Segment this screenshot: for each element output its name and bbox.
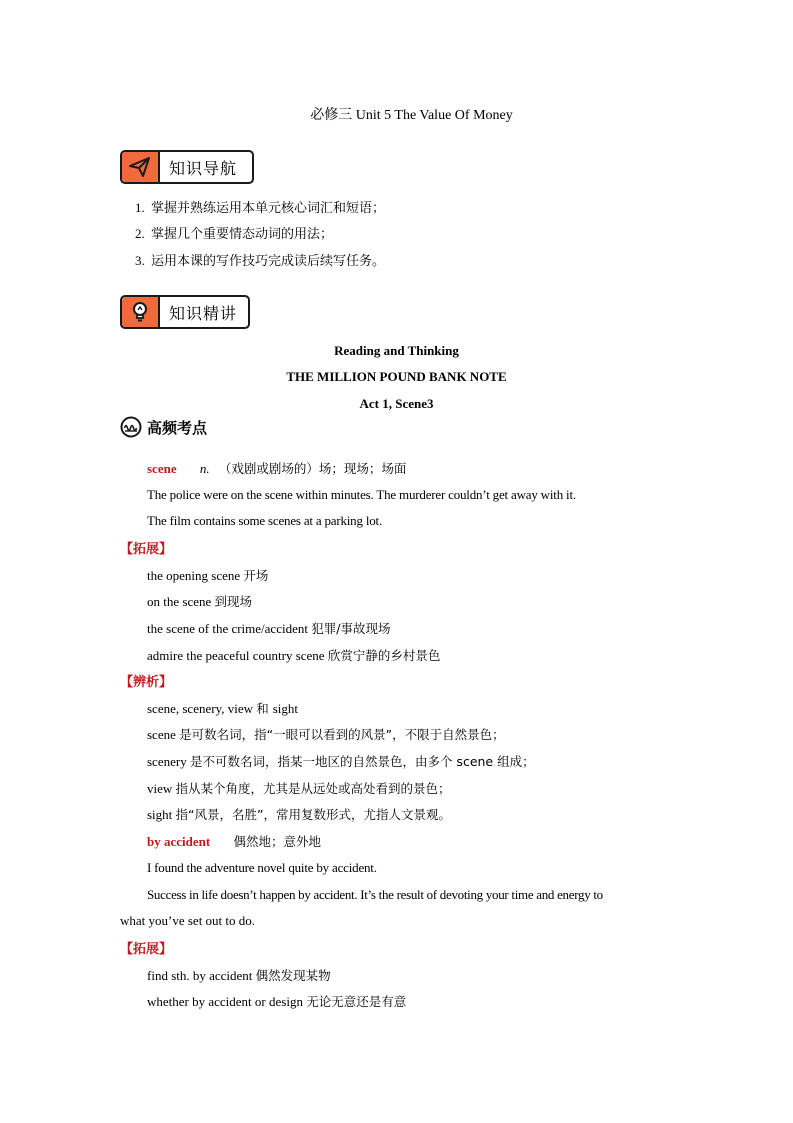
vocab-meaning: 偶然地；意外地 xyxy=(233,834,321,849)
example-sentence: The film contains some scenes at a parking lot. xyxy=(147,513,383,528)
vocab-word: by accident xyxy=(147,834,211,849)
list-item: admire the peaceful country scene 欣赏宁静的乡村景色 xyxy=(147,648,441,663)
page-title: 必修三 Unit 5 The Value Of Money xyxy=(310,108,513,123)
analysis-label: 【辨析】 xyxy=(120,675,173,690)
vocab-meaning: （戏剧或剧场的）场；现场；场面 xyxy=(218,461,407,476)
section-heading: Act 1, Scene3 xyxy=(359,396,434,411)
lightbulb-icon xyxy=(122,297,160,327)
extension-label: 【拓展】 xyxy=(120,542,173,557)
list-item: whether by accident or design 无论无意还是有意 xyxy=(147,994,407,1009)
part-of-speech: n. xyxy=(199,461,210,476)
list-item: the opening scene 开场 xyxy=(147,568,269,583)
list-item: 2. 掌握几个重要情态动词的用法； xyxy=(135,226,334,242)
example-sentence: The police were on the scene within minutes. The murderer couldn’t get away with it. xyxy=(147,487,576,502)
list-item: find sth. by accident 偶然发现某物 xyxy=(147,968,331,983)
paper-plane-icon xyxy=(122,152,160,182)
analysis-line: scene 是可数名词，指“一眼可以看到的风景”，不限于自然景色； xyxy=(147,727,505,742)
analysis-line: sight 指“风景，名胜”，常用复数形式，尤指人文景观。 xyxy=(147,807,451,822)
vocab-entry xyxy=(147,459,406,477)
analysis-line: view 指从某个角度，尤其是从远处或高处看到的景色； xyxy=(147,781,451,796)
key-points-heading xyxy=(120,416,207,438)
example-sentence: Success in life doesn’t happen by accident. It’s the result of devoting your time and energy to xyxy=(147,887,603,902)
key-points-label: 高频考点 xyxy=(147,418,208,437)
section-heading: Reading and Thinking xyxy=(334,343,459,358)
analysis-line: scene, scenery, view 和 sight xyxy=(147,701,299,716)
list-item: 3. 运用本课的写作技巧完成读后续写任务。 xyxy=(135,253,386,269)
example-sentence: I found the adventure novel quite by accident. xyxy=(147,860,377,875)
example-sentence-continued: what you’ve set out to do. xyxy=(120,913,256,928)
section-header-label: 知识精讲 xyxy=(169,303,238,323)
wave-circle-icon xyxy=(120,416,142,438)
vocab-word: scene xyxy=(147,461,177,476)
list-item: on the scene 到现场 xyxy=(147,594,253,609)
list-item: the scene of the crime/accident 犯罪/事故现场 xyxy=(147,621,391,636)
section-heading: THE MILLION POUND BANK NOTE xyxy=(286,369,507,384)
list-item: 1. 掌握并熟练运用本单元核心词汇和短语； xyxy=(135,200,386,216)
extension-label: 【拓展】 xyxy=(120,942,173,957)
section-header-navigation xyxy=(120,150,254,184)
section-header-label: 知识导航 xyxy=(169,158,238,178)
analysis-line: scenery 是不可数名词，指某一地区的自然景色，由多个 scene 组成； xyxy=(147,754,535,769)
section-header-detail xyxy=(120,295,250,329)
vocab-entry xyxy=(147,832,321,850)
